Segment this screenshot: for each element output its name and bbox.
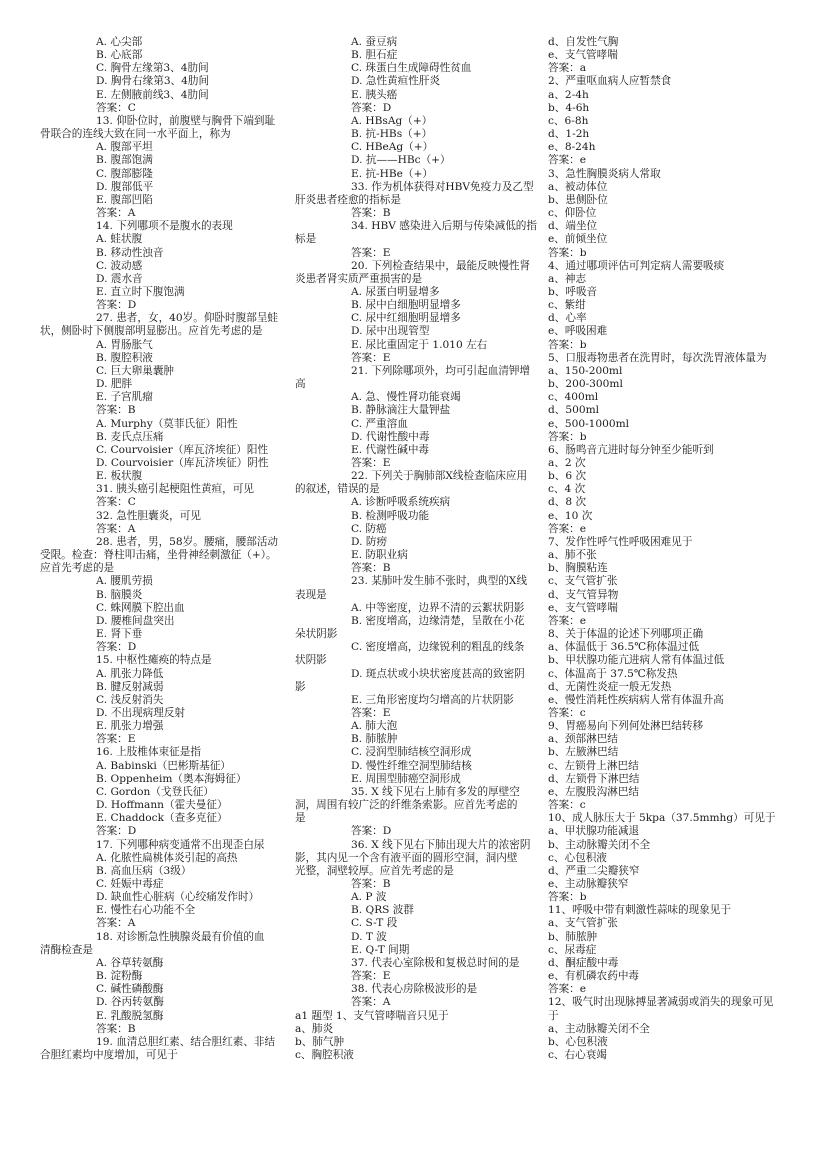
- text-line: b、甲状腺功能亢进病人常有体温过低: [548, 654, 725, 667]
- text-line: d、心率: [548, 312, 587, 325]
- answer-line: 答案：B: [351, 562, 391, 575]
- option-line: E. 板状腹: [96, 470, 143, 483]
- option-line: A. 尿蛋白明显增多: [351, 285, 440, 298]
- option-line: A. 诊断呼吸系统疾病: [351, 496, 451, 509]
- text-line: 炎患者肾实质严重损害的是: [295, 272, 423, 285]
- text-line: b、心包积液: [548, 1035, 608, 1048]
- answer-line: 答案：E: [351, 970, 391, 983]
- text-line: e、有机磷农药中毒: [548, 970, 640, 983]
- option-line: B. 密度增高，边缘清楚，呈散在小花: [351, 614, 525, 627]
- text-line: 4、通过哪项评估可判定病人需要吸痰: [548, 259, 725, 272]
- answer-line: 答案：B: [96, 404, 136, 417]
- text-line: 清酶检查是: [40, 943, 93, 956]
- text-line: c、紫绀: [548, 299, 586, 312]
- option-line: D. 斑点状或小块状密度甚高的致密阴: [351, 667, 525, 680]
- option-line: B. Oppenheim（奥本海姆征）: [96, 772, 247, 785]
- text-line: 3、急性胸膜炎病人常取: [548, 167, 661, 180]
- option-line: B. 腹腔积液: [96, 351, 153, 364]
- option-line: D. Hoffmann（霍夫曼征）: [96, 799, 228, 812]
- option-line: A. 化脓性扁桃体炎引起的高热: [96, 851, 238, 864]
- answer-line: 答案：A: [96, 917, 136, 930]
- text-line: 于: [548, 1009, 559, 1022]
- text-line: 答案：c: [548, 799, 586, 812]
- option-line: B. 淀粉酶: [96, 970, 143, 983]
- option-line: E. 左侧腋前线3、4肋间: [96, 88, 209, 101]
- text-line: e、前倾坐位: [548, 233, 608, 246]
- option-line: C. 浅反射消失: [96, 693, 164, 706]
- text-line: a、肺不张: [548, 549, 597, 562]
- option-line: D. 腰椎间盘突出: [96, 614, 175, 627]
- question-line: 19. 血清总胆红素、结合胆红素、非结: [96, 1035, 276, 1048]
- option-line: B. 高血压病（3级）: [96, 864, 192, 877]
- option-line: E. 肾下垂: [96, 628, 143, 641]
- text-line: a1 题型 1、支气管哮喘音只见于: [295, 1009, 449, 1022]
- option-line: C. 碱性磷酸酶: [96, 983, 164, 996]
- option-line: C. 珠蛋白生成障碍性贫血: [351, 62, 472, 75]
- option-line: A. 心尖部: [96, 36, 143, 48]
- option-line: A. 肌张力降低: [96, 667, 164, 680]
- answer-line: 答案：E: [351, 351, 391, 364]
- text-line: 表现是: [295, 588, 327, 601]
- text-line: a、主动脉瓣关闭不全: [548, 1022, 650, 1035]
- question-line: 21. 下列除哪项外，均可引起血清钾增: [351, 364, 531, 377]
- column-left: [40, 36, 288, 1062]
- column-middle: [295, 36, 540, 1062]
- text-line: b、胸膜粘连: [548, 562, 608, 575]
- question-line: 38. 代表心房除极波形的是: [351, 983, 478, 996]
- text-line: b、呼吸音: [548, 285, 598, 298]
- option-line: D. Courvoisier（库瓦济埃征）阴性: [96, 457, 269, 469]
- text-line: c、4 次: [548, 483, 586, 496]
- option-line: A. P 波: [351, 891, 387, 904]
- option-line: B. 肺脓肿: [351, 733, 398, 746]
- option-line: B. 尿中白细胞明显增多: [351, 299, 461, 312]
- option-line: B. 麦氏点压痛: [96, 430, 164, 443]
- question-line: 22. 下列关于胸肺部X线检查临床应用: [351, 470, 528, 483]
- text-line: 答案：c: [548, 706, 586, 719]
- answer-line: 答案：D: [96, 825, 137, 838]
- option-line: C. 妊娠中毒症: [96, 878, 164, 890]
- text-line: 状阴影: [295, 654, 327, 667]
- text-line: 高: [295, 378, 306, 391]
- text-line: 2、严重呕血病人应暂禁食: [548, 75, 672, 88]
- option-line: B. 腱反射减弱: [96, 680, 164, 693]
- question-line: 34. HBV 感染进入后期与传染减低的指: [351, 220, 537, 233]
- option-line: E. Q-T 间期: [351, 943, 410, 956]
- answer-line: 答案：B: [351, 878, 391, 890]
- text-line: e、支气管哮喘: [548, 49, 618, 62]
- text-line: e、左腹股沟淋巴结: [548, 785, 640, 798]
- option-line: C. Courvoisier（库瓦济埃征）阳性: [96, 443, 269, 456]
- question-line: 15. 中枢性瘫痪的特点是: [96, 654, 212, 667]
- option-line: D. 急性黄疸性肝炎: [351, 75, 441, 88]
- text-line: 光整，洞壁较厚。应首先考虑的是: [295, 864, 454, 877]
- text-line: a、神志: [548, 272, 587, 285]
- option-line: A. 胃肠胀气: [96, 338, 153, 351]
- text-line: d、无菌性炎症一般无发热: [548, 680, 672, 693]
- question-line: 13. 仰卧位时，前腹壁与胸骨下端到耻: [96, 114, 276, 127]
- text-line: b、肺脓肿: [548, 930, 598, 943]
- text-line: 合胆红素均中度增加，可见于: [40, 1049, 178, 1062]
- text-line: 9、胃癌易向下列何处淋巴结转移: [548, 720, 704, 733]
- option-line: B. 腹部饱满: [96, 154, 153, 167]
- text-line: 影: [295, 680, 306, 693]
- text-line: 肝炎患者痊愈的指标是: [295, 193, 401, 206]
- text-line: d、支气管异物: [548, 588, 619, 601]
- option-line: C. 波动感: [96, 259, 143, 272]
- answer-line: 答案：C: [96, 496, 136, 509]
- text-line: d、左锁骨下淋巴结: [548, 772, 640, 785]
- option-line: C. 防癌: [351, 522, 387, 535]
- text-line: b、4-6h: [548, 101, 590, 114]
- text-line: 影，其内见一个含有液平面的圆形空洞，洞内壁: [295, 851, 518, 864]
- option-line: A. 肺大泡: [351, 720, 398, 733]
- text-line: 答案：e: [548, 983, 587, 996]
- option-line: C. 浸润型肺结核空洞形成: [351, 746, 472, 759]
- answer-line: 答案：E: [351, 706, 391, 719]
- option-line: B. 脑膜炎: [96, 588, 143, 601]
- option-line: B. 移动性浊音: [96, 246, 164, 259]
- option-line: E. 防职业病: [351, 549, 408, 562]
- text-line: b、主动脉瓣关闭不全: [548, 838, 651, 851]
- text-line: c、左锁骨上淋巴结: [548, 759, 639, 772]
- text-line: d、8 次: [548, 496, 587, 509]
- text-line: c、6-8h: [548, 114, 589, 127]
- option-line: C. 巨大卵巢囊肿: [96, 364, 175, 377]
- text-line: b、200-300ml: [548, 378, 623, 391]
- option-line: A. 蛙状腹: [96, 233, 143, 246]
- question-line: 37. 代表心室除极和复极总时间的是: [351, 956, 520, 969]
- text-line: a、150-200ml: [548, 364, 623, 377]
- text-line: c、仰卧位: [548, 207, 597, 220]
- option-line: D. T 波: [351, 930, 387, 943]
- option-line: A. 腹部平坦: [96, 141, 153, 154]
- option-line: C. 胸骨左缘第3、4肋间: [96, 62, 209, 75]
- option-line: E. 代谢性碱中毒: [351, 443, 430, 456]
- text-line: e、支气管哮喘: [548, 601, 618, 614]
- answer-line: 答案：D: [351, 825, 392, 838]
- text-line: c、胸腔积液: [295, 1049, 354, 1062]
- text-line: 7、发作性呼气性呼吸困难见于: [548, 535, 693, 548]
- answer-line: 答案：B: [351, 207, 391, 220]
- option-line: B. 心底部: [96, 49, 143, 62]
- text-line: 答案：b: [548, 338, 587, 351]
- text-line: 是: [295, 812, 306, 825]
- option-line: D. 谷丙转氨酶: [96, 996, 164, 1009]
- option-line: E. 直立时下腹饱满: [96, 285, 185, 298]
- text-line: e、10 次: [548, 509, 593, 522]
- option-line: E. 三角形密度均匀增高的片状阴影: [351, 693, 514, 706]
- text-line: 答案：b: [548, 246, 587, 259]
- option-line: C. 腹部膨隆: [96, 167, 153, 180]
- text-line: 状，侧卧时下侧腹部明显膨出。应首先考虑的是: [40, 325, 263, 338]
- question-line: 17. 下列哪种病变通常不出现歪白尿: [96, 838, 265, 851]
- option-line: E. Chaddock（查多克征）: [96, 812, 228, 825]
- option-line: D. 代谢性酸中毒: [351, 430, 430, 443]
- option-line: B. 抗-HBs（+）: [351, 128, 433, 141]
- text-line: e、慢性消耗性疾病病人常有体温升高: [548, 693, 724, 706]
- option-line: D. 尿中出现管型: [351, 325, 430, 338]
- question-line: 23. 某肺叶发生肺不张时，典型的X线: [351, 575, 528, 588]
- question-line: 16. 上肢椎体束征是指: [96, 746, 201, 759]
- answer-line: 答案：A: [96, 522, 136, 535]
- option-line: C. 蛛网膜下腔出血: [96, 601, 185, 614]
- text-line: 12、吸气时出现脉搏显著减弱或消失的现象可见: [548, 996, 774, 1009]
- answer-line: 答案：E: [351, 246, 391, 259]
- text-line: c、右心衰竭: [548, 1049, 607, 1062]
- text-line: b、6 次: [548, 470, 587, 483]
- question-line: 32. 急性胆囊炎，可见: [96, 509, 201, 522]
- text-line: 8、关于体温的论述下列哪项正确: [548, 628, 704, 641]
- text-line: 答案：b: [548, 891, 587, 904]
- question-line: 14. 下列哪项不是腹水的表现: [96, 220, 233, 233]
- column-right: [548, 36, 810, 1062]
- option-line: D. 缺血性心脏病（心绞痛发作时）: [96, 891, 260, 904]
- option-line: C. 严重溶血: [351, 417, 408, 430]
- text-line: e、500-1000ml: [548, 417, 630, 430]
- text-line: 答案：e: [548, 614, 587, 627]
- text-line: 朵状阴影: [295, 628, 338, 641]
- text-line: e、主动脉瓣狭窄: [548, 878, 629, 890]
- option-line: A. Babinski（巴彬斯基征）: [96, 759, 231, 772]
- question-line: 33. 作为机体获得对HBV免疫力及乙型: [351, 180, 534, 193]
- option-line: D. 胸骨右缘第3、4肋间: [96, 75, 210, 88]
- answer-line: 答案：C: [96, 101, 136, 114]
- option-line: E. 腹部凹陷: [96, 193, 153, 206]
- text-line: c、心包积液: [548, 851, 607, 864]
- option-line: E. 尿比重固定于 1.010 左右: [351, 338, 488, 351]
- text-line: a、肺炎: [295, 1022, 334, 1035]
- question-line: 27. 患者，女，40岁。仰卧时腹部呈蛙: [96, 312, 279, 325]
- answer-line: 答案：A: [96, 207, 136, 220]
- option-line: D. 肥胖: [96, 378, 133, 391]
- answer-line: 答案：E: [351, 457, 391, 469]
- question-line: 20. 下列检查结果中，最能反映慢性肾: [351, 259, 531, 272]
- text-line: c、400ml: [548, 391, 599, 404]
- option-line: D. 腹部低平: [96, 180, 154, 193]
- option-line: A. 腰肌劳损: [96, 575, 153, 588]
- answer-line: 答案：E: [96, 733, 136, 746]
- answer-line: 答案：B: [96, 1022, 136, 1035]
- question-line: 35. X 线下见右上肺有多发的厚壁空: [351, 785, 520, 798]
- question-line: 28. 患者，男，58岁。腰痛，腰部活动: [96, 535, 279, 548]
- option-line: C. 尿中红细胞明显增多: [351, 312, 461, 325]
- text-line: a、被动体位: [548, 180, 608, 193]
- question-line: 31. 胰头癌引起梗阻性黄疸，可见: [96, 483, 254, 496]
- option-line: A. HBsAg（+）: [351, 114, 433, 127]
- answer-line: 答案：D: [96, 641, 137, 654]
- text-line: b、肺气肿: [295, 1035, 345, 1048]
- option-line: D. 防痨: [351, 535, 388, 548]
- option-line: D. 不出现病理反射: [96, 706, 186, 719]
- option-line: E. 周围型肺癌空洞形成: [351, 772, 461, 785]
- option-line: A. Murphy（莫菲氏征）阳性: [96, 417, 238, 430]
- text-line: 洞，周围有较广泛的纤维条索影。应首先考虑的: [295, 799, 518, 812]
- text-line: 6、肠鸣音亢进时每分钟至少能听到: [548, 443, 714, 456]
- question-line: 18. 对诊断急性胰腺炎最有价值的血: [96, 930, 265, 943]
- option-line: E. 子宫肌瘤: [96, 391, 153, 404]
- text-line: a、2-4h: [548, 88, 589, 101]
- text-line: b、左腋淋巴结: [548, 746, 619, 759]
- text-line: 10、成人脉压大于 5kpa（37.5mmhg）可见于: [548, 812, 776, 825]
- text-line: 答案：e: [548, 522, 587, 535]
- text-line: 受限。检查：脊柱叩击痛，坐骨神经刺激征（+）。: [40, 549, 277, 562]
- option-line: B. 静脉滴注大量钾盐: [351, 404, 451, 417]
- text-line: a、2 次: [548, 457, 586, 469]
- option-line: C. HBeAg（+）: [351, 141, 434, 154]
- text-line: 标是: [295, 233, 317, 246]
- text-line: e、8-24h: [548, 141, 596, 154]
- text-line: 5、口服毒物患者在洗胃时，每次洗胃液体量为: [548, 351, 767, 364]
- question-line: 36. X 线下见右下肺出现大片的浓密阴: [351, 838, 531, 851]
- text-line: b、患侧卧位: [548, 193, 608, 206]
- option-line: E. 乳酸脱氢酶: [96, 1009, 164, 1022]
- option-line: C. S-T 段: [351, 917, 398, 930]
- text-line: 11、呼吸中带有刺激性蒜味的现象见于: [548, 904, 731, 917]
- option-line: A. 急、慢性肾功能衰竭: [351, 391, 461, 404]
- option-line: E. 抗-HBe（+）: [351, 167, 433, 180]
- text-line: d、端坐位: [548, 220, 598, 233]
- option-line: A. 谷草转氨酶: [96, 956, 164, 969]
- text-line: 骨联合的连线大致在同一水平面上，称为: [40, 128, 231, 141]
- option-line: B. 检测呼吸功能: [351, 509, 430, 522]
- text-line: d、自发性气胸: [548, 36, 619, 48]
- text-line: a、甲状腺功能减退: [548, 825, 640, 838]
- option-line: C. 密度增高，边缘锐利的粗乱的线条: [351, 641, 525, 654]
- option-line: D. 震水音: [96, 272, 143, 285]
- option-line: E. 胰头癌: [351, 88, 398, 101]
- text-line: d、严重二尖瓣狭窄: [548, 864, 640, 877]
- answer-line: 答案：D: [96, 299, 137, 312]
- option-line: D. 慢性纤维空洞型肺结核: [351, 759, 472, 772]
- text-line: a、体温低于 36.5℃称体温过低: [548, 641, 700, 654]
- text-line: 应首先考虑的是: [40, 562, 115, 575]
- answer-line: 答案：D: [351, 101, 392, 114]
- text-line: 答案：a: [548, 62, 587, 75]
- option-line: A. 蚕豆病: [351, 36, 398, 48]
- text-line: c、支气管扩张: [548, 575, 618, 588]
- option-line: D. 抗——HBc（+）: [351, 154, 451, 167]
- text-line: d、1-2h: [548, 128, 590, 141]
- text-line: a、支气管扩张: [548, 917, 618, 930]
- option-line: B. QRS 波群: [351, 904, 414, 917]
- text-line: d、500ml: [548, 404, 600, 417]
- text-line: 答案：b: [548, 430, 587, 443]
- text-line: c、尿毒症: [548, 943, 597, 956]
- option-line: B. 胆石症: [351, 49, 398, 62]
- option-line: C. Gordon（戈登氏征）: [96, 785, 214, 798]
- text-line: a、颈部淋巴结: [548, 733, 618, 746]
- text-line: 的叙述，错误的是: [295, 483, 380, 496]
- option-line: E. 慢性右心功能不全: [96, 904, 196, 917]
- answer-line: 答案：A: [351, 996, 391, 1009]
- text-line: c、体温高于 37.5℃称发热: [548, 667, 678, 680]
- text-line: d、酮症酸中毒: [548, 956, 619, 969]
- text-line: e、呼吸困难: [548, 325, 608, 338]
- text-line: 答案：e: [548, 154, 587, 167]
- option-line: A. 中等密度，边界不清的云絮状阴影: [351, 601, 525, 614]
- option-line: E. 肌张力增强: [96, 720, 164, 733]
